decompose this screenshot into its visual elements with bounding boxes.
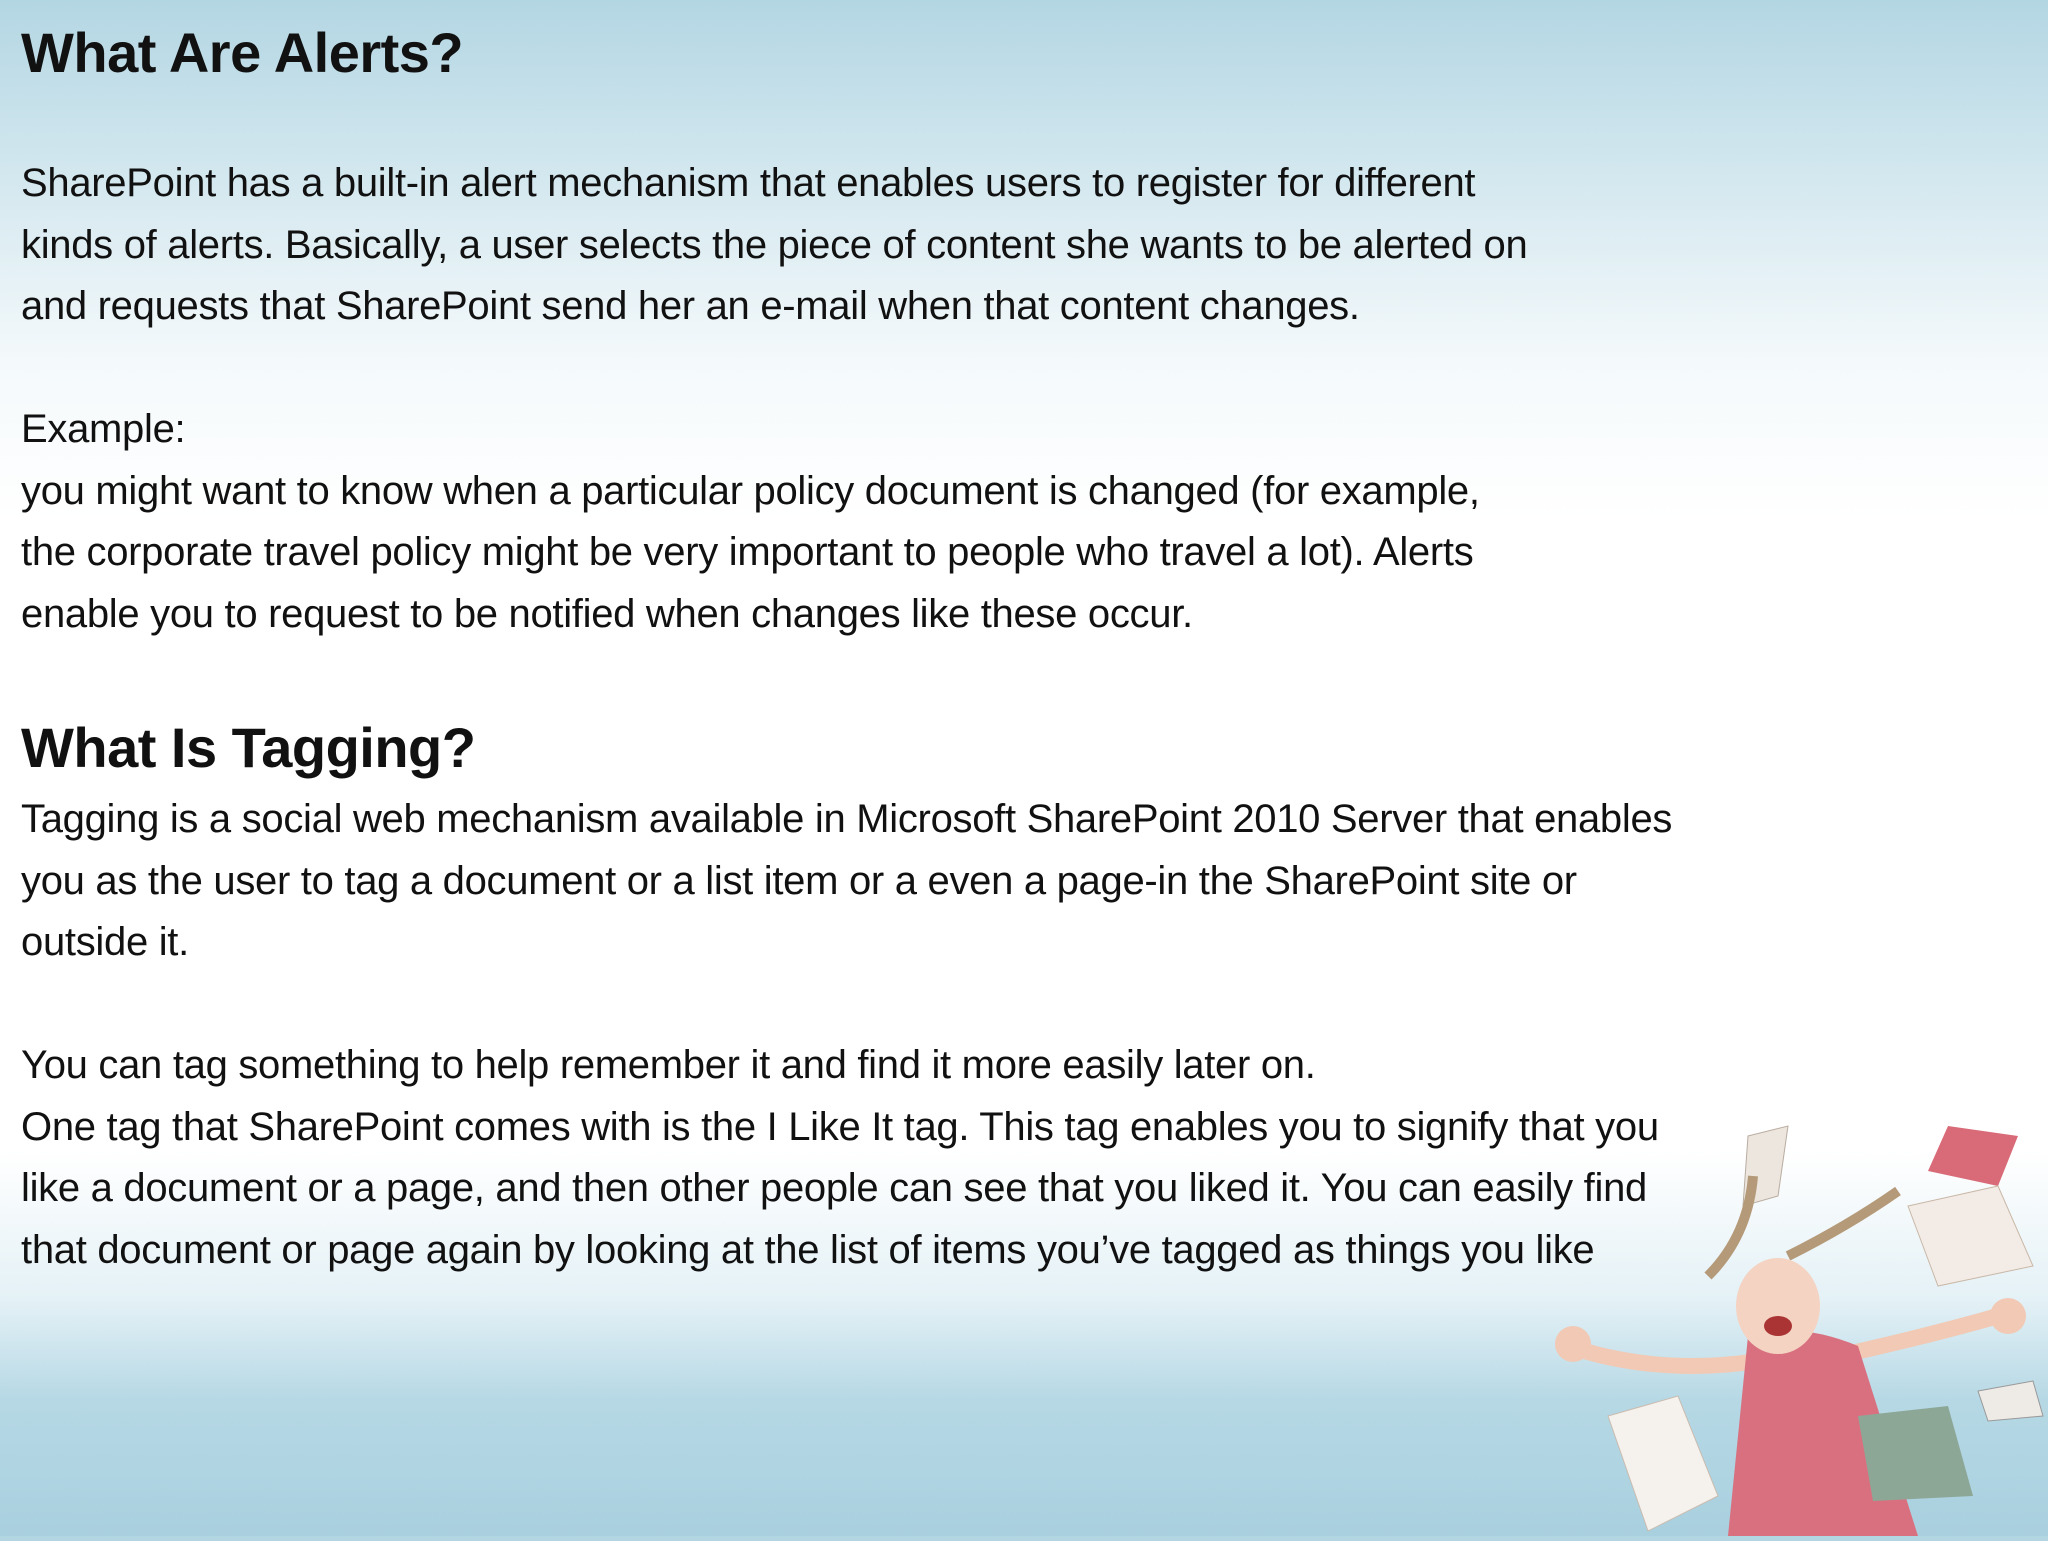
tagging-section — [21, 713, 475, 783]
tagging-paragraph2-line: like a document or a page, and then other people can see that you liked it. You can easily find — [21, 1166, 1647, 1210]
tagging-paragraph-line: outside it. — [21, 920, 189, 964]
tagging-heading: What Is Tagging? — [21, 716, 476, 779]
tagging-paragraph2-line: One tag that SharePoint comes with is the I Like It tag. This tag enables you to signify that you — [21, 1104, 1659, 1149]
example-line: the corporate travel policy might be very important to people who travel a lot). Alerts — [21, 530, 1474, 574]
alerts-paragraph-line: SharePoint has a built-in alert mechanism that enables users to register for different — [21, 161, 1476, 205]
tagging-paragraph-line: you as the user to tag a document or a list item or a even a page-in the SharePoint site or — [21, 858, 1577, 903]
example-label: Example: — [21, 407, 186, 451]
example-line: enable you to request to be notified when changes like these occur. — [21, 591, 1193, 636]
tagging-body — [21, 789, 1672, 1281]
alerts-section — [21, 18, 463, 88]
tagging-paragraph-line: Tagging is a social web mechanism available in Microsoft SharePoint 2010 Server that enables — [21, 797, 1673, 841]
tagging-paragraph2-line: that document or page again by looking at the list of items you’ve tagged as things you like — [21, 1227, 1595, 1272]
alerts-paragraph-line: and requests that SharePoint send her an e-mail when that content changes. — [21, 284, 1360, 328]
tagging-paragraph2-line: You can tag something to help remember it and find it more easily later on. — [21, 1043, 1316, 1087]
alerts-body — [21, 153, 1527, 645]
example-line: you might want to know when a particular policy document is changed (for example, — [21, 468, 1480, 513]
alerts-paragraph-line: kinds of alerts. Basically, a user selects the piece of content she wants to be alerted on — [21, 222, 1528, 267]
alerts-heading: What Are Alerts? — [21, 21, 464, 84]
